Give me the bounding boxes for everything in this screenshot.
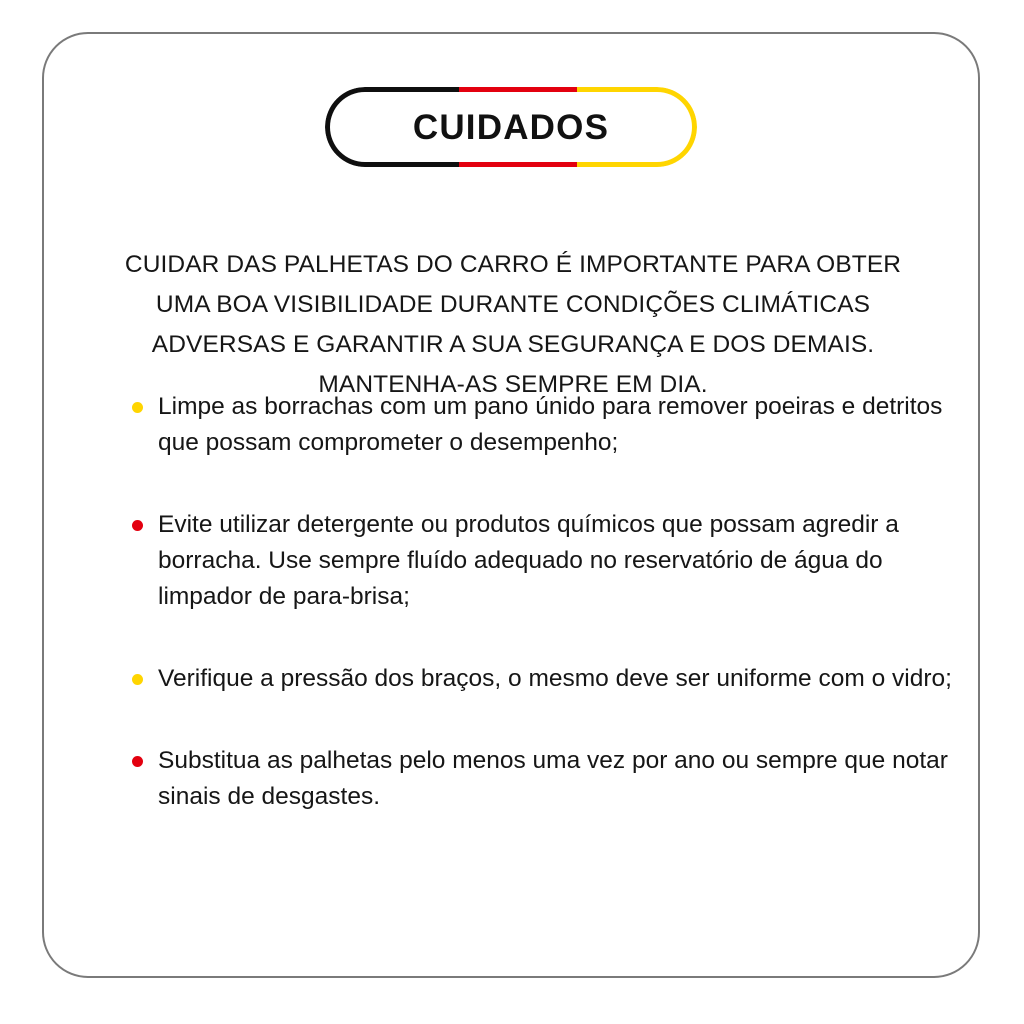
list-item-text: Limpe as borrachas com um pano únido para remover poeiras e detritos que possam comprometer o desempenho;: [158, 393, 943, 456]
list-item-text: Verifique a pressão dos braços, o mesmo deve ser uniforme com o vidro;: [158, 665, 952, 692]
list-item-text: Evite utilizar detergente ou produtos químicos que possam agredir a borracha. Use sempre fluído adequado no reservatório de água do limpador de para-brisa;: [158, 511, 899, 610]
bullet-dot-icon: [132, 520, 143, 531]
title-pill-inner: [330, 92, 692, 162]
bullet-dot-icon: [132, 402, 143, 413]
care-card: [42, 32, 980, 978]
care-tips-list: [132, 389, 962, 815]
intro-paragraph: CUIDAR DAS PALHETAS DO CARRO É IMPORTANTE PARA OBTER UMA BOA VISIBILIDADE DURANTE CONDIÇÕES CLIMÁTICAS ADVERSAS E GARANTIR A SUA SEGURANÇA E DOS DEMAIS. MANTENHA-AS SEMPRE EM DIA.: [124, 250, 902, 398]
list-item: [132, 507, 962, 615]
bullet-dot-icon: [132, 756, 143, 767]
title-pill: [325, 87, 697, 167]
list-item-text: Substitua as palhetas pelo menos uma vez por ano ou sempre que notar sinais de desgastes.: [158, 747, 948, 810]
list-item: [132, 743, 962, 815]
list-item: [132, 389, 962, 461]
title-pill-container: [44, 87, 978, 167]
bullet-dot-icon: [132, 674, 143, 685]
page-title: CUIDADOS: [412, 107, 610, 147]
list-item: [132, 661, 962, 697]
